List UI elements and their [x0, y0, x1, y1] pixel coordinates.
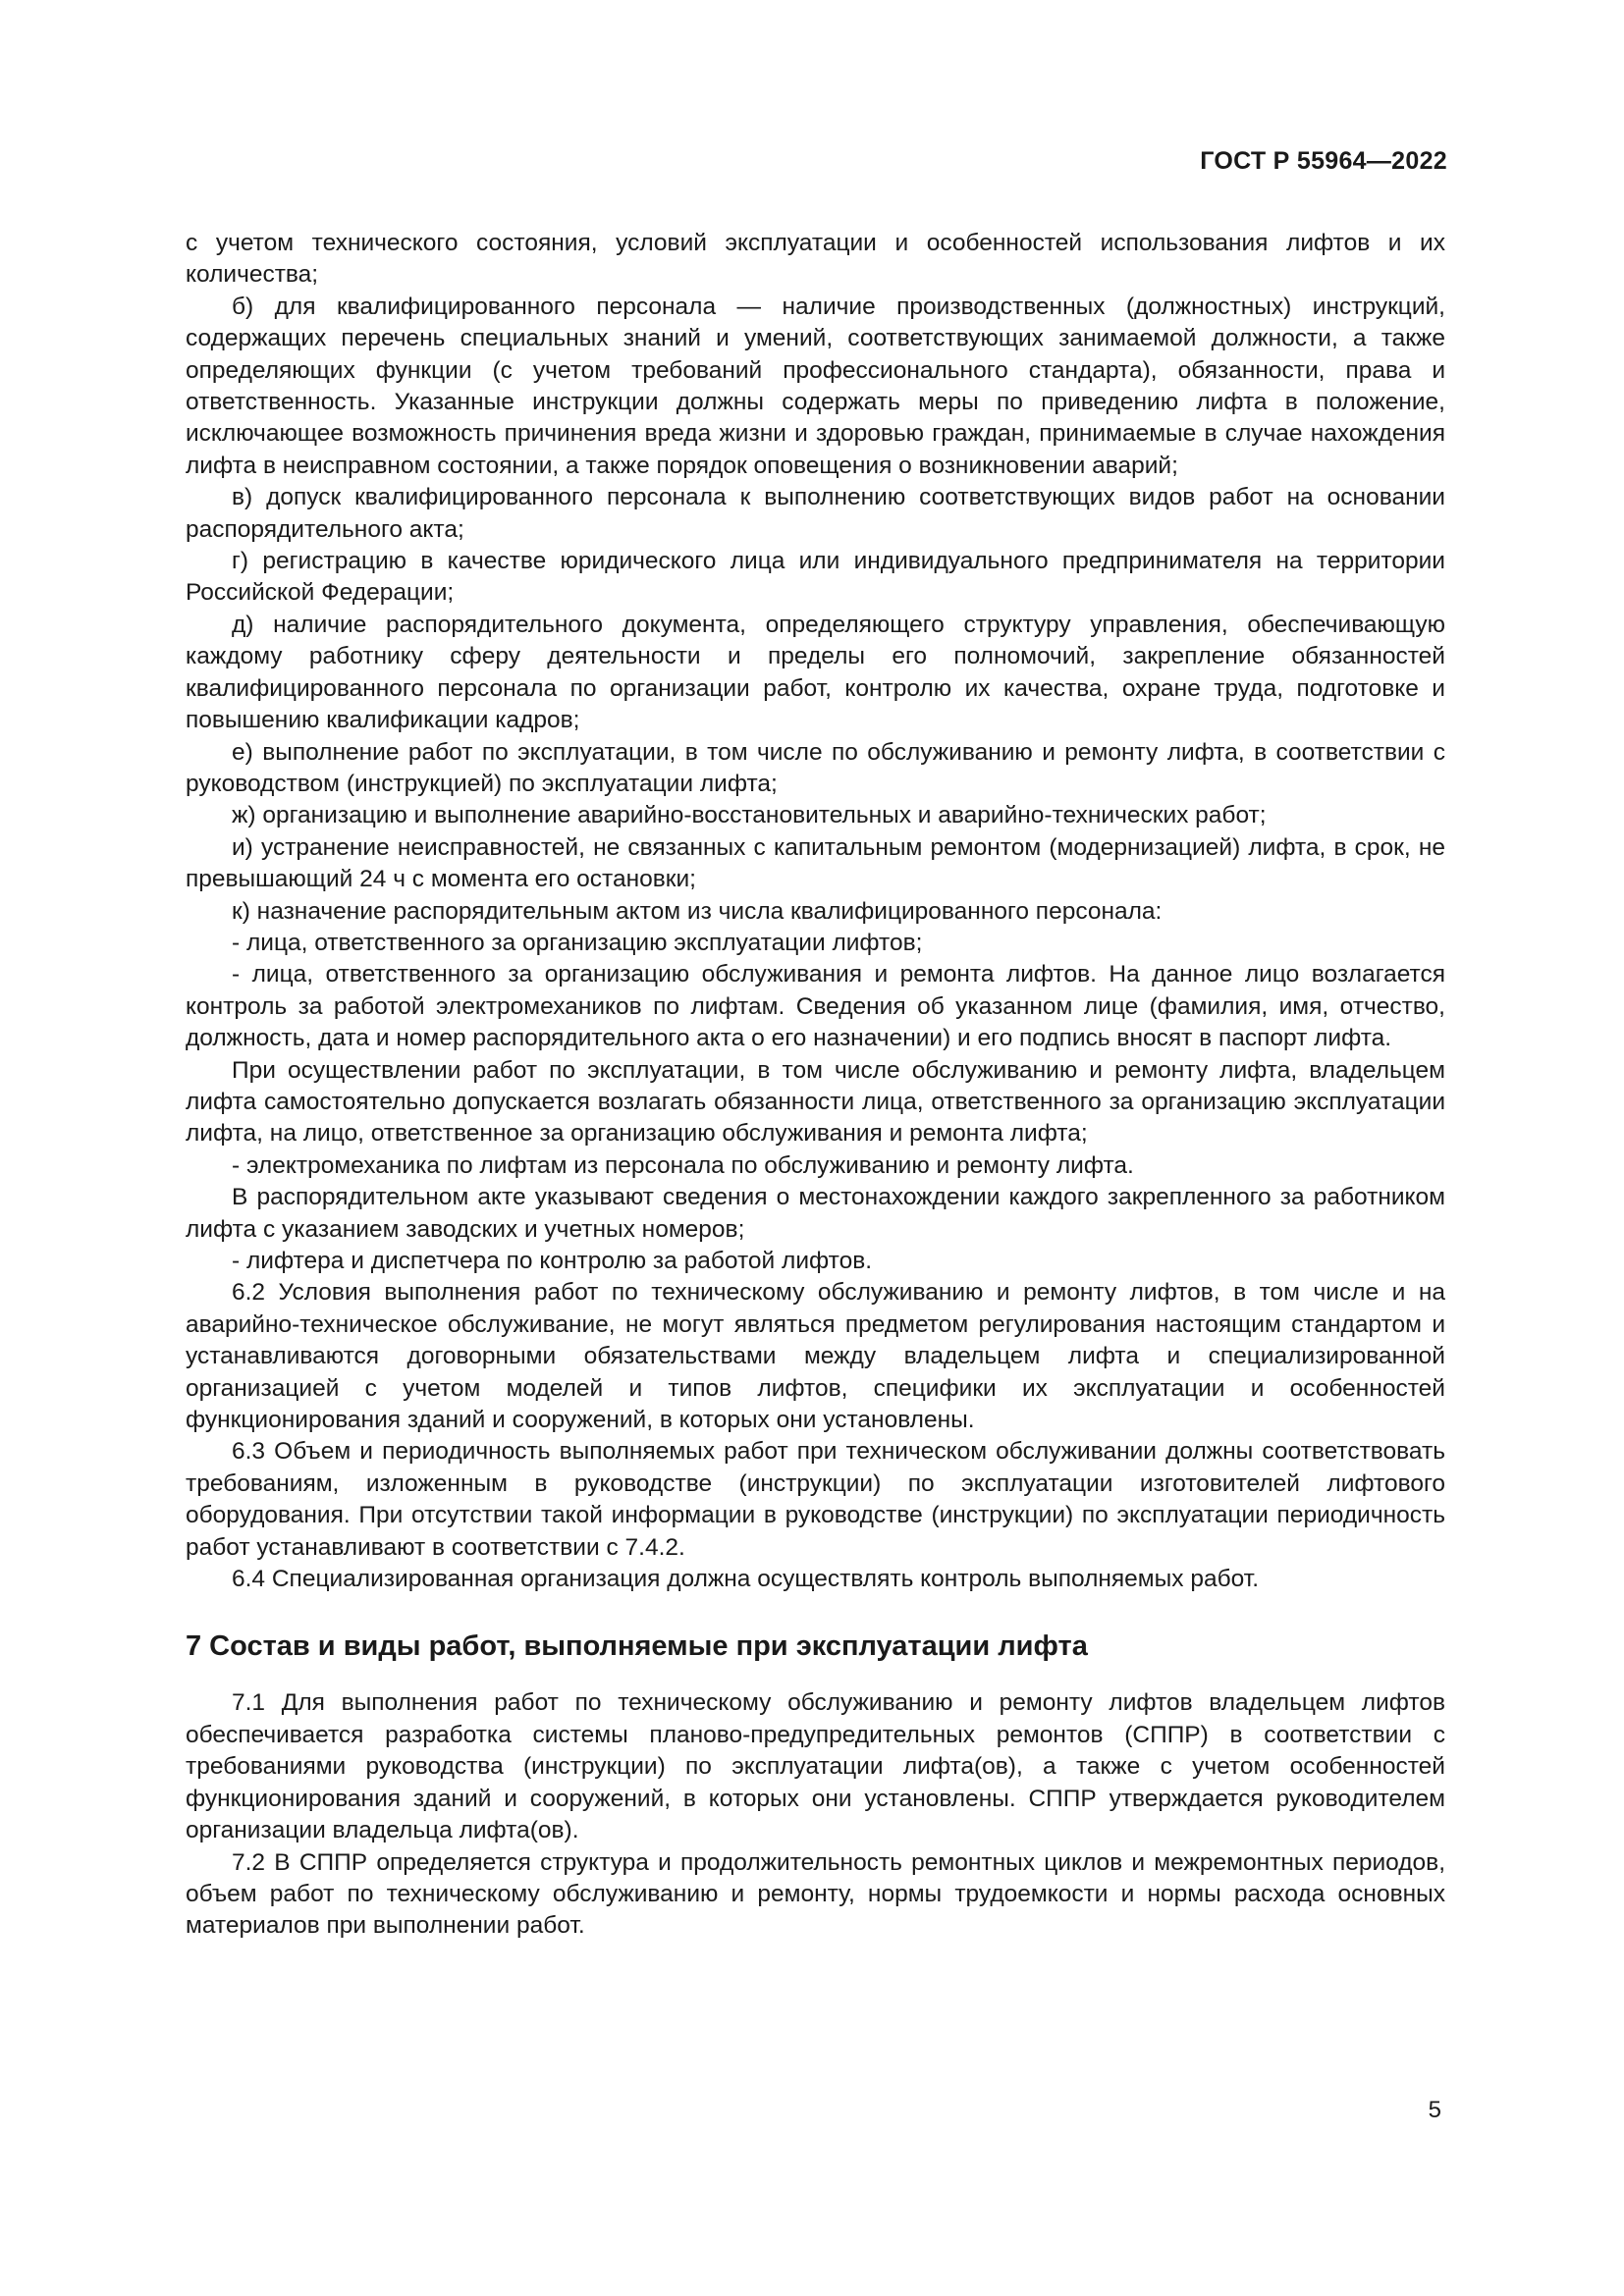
paragraph: в) допуск квалифицированного персонала к выполнению соответствующих видов работ на основании распорядительного акта; — [186, 484, 1445, 543]
paragraph: е) выполнение работ по эксплуатации, в том числе по обслуживанию и ремонту лифта, в соответствии с руководством (инструкцией) по эксплуатации лифта; — [186, 738, 1445, 797]
paragraph: с учетом технического состояния, условий эксплуатации и особенностей использования лифтов и их количества; — [186, 230, 1445, 289]
paragraph: ж) организацию и выполнение аварийно-восстановительных и аварийно-технических работ; — [232, 802, 1267, 829]
document-body — [186, 228, 1445, 1943]
paragraph: 7.2 В СППР определяется структура и продолжительность ремонтных циклов и межремонтных периодов, объем работ по техническому обслуживанию и ремонту, нормы трудоемкости и нормы расхода основных материалов при выполнении работ. — [186, 1848, 1445, 1940]
paragraph: 6.4 Специализированная организация должна осуществлять контроль выполняемых работ. — [232, 1566, 1259, 1593]
list-item: - лица, ответственного за организацию обслуживания и ремонта лифтов. На данное лицо возлагается контроль за работой электромехаников по лифтам. Сведения об указанном лице (фамилия, имя, отчество, должность, дата и номер распорядительного акта о его назначении) и его подпись вносят в паспорт лифта. — [186, 961, 1445, 1052]
section-heading: 7 Состав и виды работ, выполняемые при эксплуатации лифта — [186, 1630, 1088, 1663]
document-id: ГОСТ Р 55964—2022 — [1200, 147, 1447, 175]
paragraph: 6.2 Условия выполнения работ по техническому обслуживанию и ремонту лифтов, в том числе и на аварийно-техническое обслуживание, не могут являться предметом регулирования настоящим стандартом и устанавливаются договорными обязательствами между владельцем лифта и специализированной организацией с учетом моделей и типов лифтов, специфики их эксплуатации и особенностей функционирования зданий и сооружений, в которых они установлены. — [186, 1279, 1445, 1434]
list-item: - лица, ответственного за организацию эксплуатации лифтов; — [232, 929, 923, 956]
paragraph: д) наличие распорядительного документа, определяющего структуру управления, обеспечивающую каждому работнику сферу деятельности и пределы его полномочий, закрепление обязанностей квалифицированного персонала по организации работ, контролю их качества, охране труда, подготовке и повышению квалификации кадров; — [186, 611, 1445, 734]
paragraph: При осуществлении работ по эксплуатации, в том числе обслуживанию и ремонту лифта, владельцем лифта самостоятельно допускается возлагать обязанности лица, ответственного за организацию эксплуатации лифта, на лицо, ответственное за организацию обслуживания и ремонта лифта; — [186, 1056, 1445, 1148]
list-item: - электромеханика по лифтам из персонала по обслуживанию и ремонту лифта. — [232, 1151, 1134, 1179]
paragraph: 6.3 Объем и периодичность выполняемых работ при техническом обслуживании должны соответствовать требованиям, изложенным в руководстве (инструкции) по эксплуатации изготовителей лифтового оборудования. При отсутствии такой информации в руководстве (инструкции) по эксплуатации периодичность работ устанавливают в соответствии с 7.4.2. — [186, 1438, 1445, 1561]
paragraph: 7.1 Для выполнения работ по техническому обслуживанию и ремонту лифтов владельцем лифтов обеспечивается разработка системы планово-предупредительных ремонтов (СППР) в соответствии с требованиями руководства (инструкции) по эксплуатации лифта(ов), а также с учетом особенностей функционирования зданий и сооружений, в которых они установлены. СППР утверждается руководителем организации владельца лифта(ов). — [186, 1689, 1445, 1844]
paragraph: к) назначение распорядительным актом из числа квалифицированного персонала: — [232, 897, 1163, 925]
paragraph: б) для квалифицированного персонала — наличие производственных (должностных) инструкций, содержащих перечень специальных знаний и умений, соответствующих занимаемой должности, а также определяющих функции (с учетом требований профессионального стандарта), обязанности, права и ответственность. Указанные инструкции должны содержать меры по приведению лифта в положение, исключающее возможность причинения вреда жизни и здоровью граждан, принимаемые в случае нахождения лифта в неисправном состоянии, а также порядок оповещения о возникновении аварий; — [186, 293, 1445, 479]
page-number: 5 — [1428, 2097, 1441, 2123]
paragraph: г) регистрацию в качестве юридического лица или индивидуального предпринимателя на территории Российской Федерации; — [186, 548, 1445, 607]
paragraph: и) устранение неисправностей, не связанных с капитальным ремонтом (модернизацией) лифта, в срок, не превышающий 24 ч с момента его остановки; — [186, 833, 1445, 893]
list-item: - лифтера и диспетчера по контролю за работой лифтов. — [232, 1248, 873, 1274]
paragraph: В распорядительном акте указывают сведения о местонахождении каждого закрепленного за работником лифта с указанием заводских и учетных номеров; — [186, 1184, 1445, 1243]
